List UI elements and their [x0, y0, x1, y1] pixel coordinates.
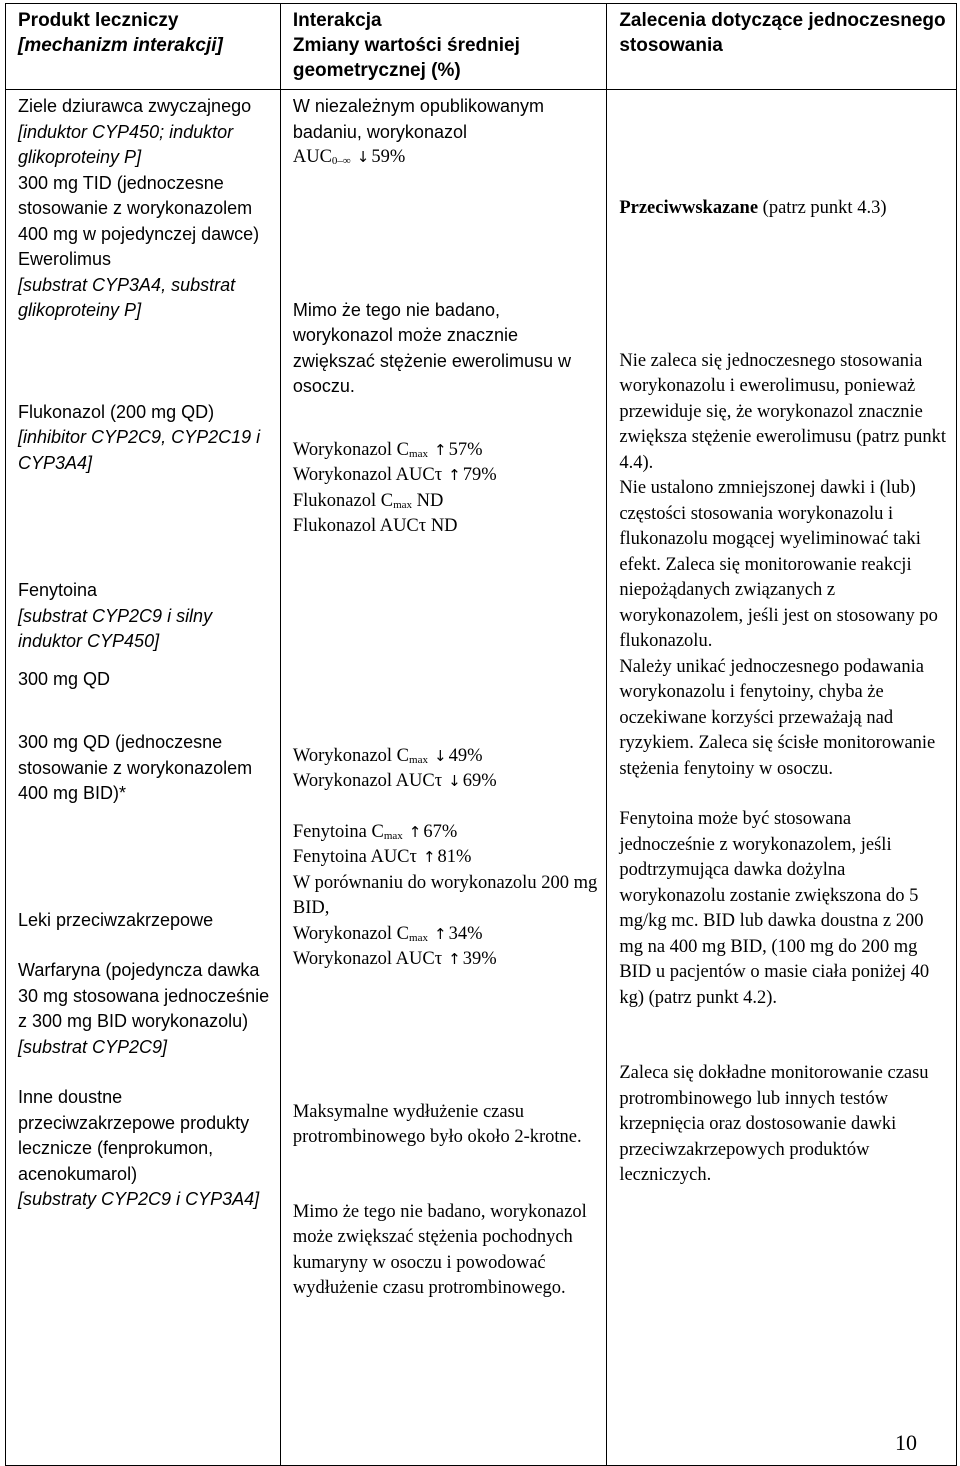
- interaction-column: [280, 90, 606, 1466]
- interaction-ewero-text: Mimo że tego nie badano, worykonazol może znacznie zwiększać stężenie ewerolimusu w osoczu.: [292, 299, 571, 396]
- line-label: Worykonazol AUCτ: [292, 949, 443, 969]
- line-label: Fenytoina AUCτ: [292, 847, 417, 867]
- product-warf-mechanism: [substrat CYP2C9]: [18, 1036, 168, 1057]
- arrow-up-icon: ↑: [422, 848, 436, 866]
- max-subscript: max: [409, 931, 428, 944]
- line-value: 57%: [448, 439, 483, 460]
- header-col-interaction: [280, 4, 606, 90]
- arrow-up-icon: ↑: [433, 440, 447, 459]
- header-product-subtitle: [mechanizm interakcji]: [18, 35, 223, 56]
- auc-subscript: 0–∞: [331, 155, 351, 167]
- table-header-row: [6, 4, 957, 90]
- arrow-down-icon: ↓: [356, 148, 370, 166]
- interaction-feny2-line3: W porównaniu do worykonazolu 200 mg BID,: [292, 872, 598, 918]
- header-product-title: Produkt leczniczy: [18, 10, 179, 31]
- max-subscript: max: [409, 447, 428, 460]
- interaction-feny1-line2: [293, 769, 599, 795]
- product-ewero-name: Ewerolimus: [18, 249, 112, 269]
- interaction-ziele-text: W niezależnym opublikowanym badaniu, worykonazol: [292, 96, 544, 142]
- contraindicated-label: Przeciwwskazane: [619, 198, 759, 218]
- page-number: 10: [895, 1430, 917, 1455]
- recommendation-column: [607, 90, 957, 1466]
- line-value: ND: [416, 490, 444, 511]
- product-feny-dose2: 300 mg QD (jednoczesne stosowanie z worykonazolem 400 mg BID)*: [18, 732, 253, 803]
- product-feny-mechanism: [substrat CYP2C9 i silny induktor CYP450]: [18, 605, 213, 651]
- table-body-row: [6, 90, 957, 1466]
- line-value: 39%: [462, 949, 497, 969]
- contraindicated-ref: (patrz punkt 4.3): [758, 198, 887, 218]
- line-value: 49%: [448, 745, 483, 766]
- arrow-up-icon: ↑: [448, 950, 461, 968]
- interaction-fluko-line1: [293, 438, 599, 464]
- line-label: Worykonazol C: [292, 745, 410, 766]
- header-recommendation-title: Zalecenia dotyczące jednoczesnego stosowania: [619, 10, 946, 56]
- line-value: 69%: [462, 771, 497, 791]
- interaction-feny2-line4: [293, 922, 599, 948]
- recommendation-fluko: Nie ustalono zmniejszonej dawki i (lub) częstości stosowania worykonazolu i flukonazolu mogącej wyeliminować taki efekt. Zaleca się monitorowanie reakcji niepożądanych związanych z worykonazolem, jeśli jest on stosowany po flukonazolu.: [619, 478, 938, 651]
- line-label: Fenytoina C: [292, 821, 384, 842]
- header-col-recommendation: [607, 4, 957, 90]
- max-subscript: max: [409, 753, 428, 766]
- recommendation-feny2: Fenytoina może być stosowana jednocześnie z worykonazolem, jeśli podtrzymująca dawka dożylna worykonazolu zostanie zwiększona do 5 mg/kg mc. BID lub dawka doustna z 200 mg na 400 mg BID, (100 mg do 200 mg BID u pacjentów o masie ciała poniżej 40 kg) (patrz punkt 4.2).: [619, 809, 930, 1008]
- product-inne-name: Inne doustne przeciwzakrzepowe produkty lecznicze (fenprokumon, acenokumarol): [18, 1087, 250, 1184]
- max-subscript: max: [383, 829, 403, 842]
- interaction-fluko-line4: Flukonazol AUCτ ND: [292, 516, 458, 536]
- auc-label: AUC: [292, 147, 332, 167]
- arrow-up-icon: ↑: [448, 466, 461, 484]
- interaction-feny2-line1: [293, 820, 599, 846]
- header-col-product: [6, 4, 281, 90]
- line-label: Worykonazol C: [292, 439, 410, 460]
- product-ewero-mechanism: [substrat CYP3A4, substrat glikoproteiny P]: [18, 274, 236, 320]
- recommendation-ewero: Nie zaleca się jednoczesnego stosowania worykonazolu i ewerolimusu, ponieważ przewiduje się, że worykonazol znacznie zwiększa stężenie ewerolimusu (patrz punkt 4.4).: [619, 350, 947, 473]
- recommendation-feny1: Należy unikać jednoczesnego podawania worykonazolu i fenytoiny, chyba że oczekiwane korzyści przeważają nad ryzykiem. Zaleca się ścisłe monitorowanie stężenia fenytoiny w osoczu.: [619, 656, 936, 779]
- line-label: Worykonazol AUCτ: [292, 771, 443, 791]
- max-subscript: max: [393, 498, 413, 511]
- product-ziele-dose: 300 mg TID (jednoczesne stosowanie z worykonazolem 400 mg w pojedynczej dawce): [18, 172, 260, 244]
- line-value: 67%: [423, 821, 458, 842]
- line-value: 81%: [437, 847, 472, 867]
- product-inne-mechanism: [substraty CYP2C9 i CYP3A4]: [18, 1189, 260, 1209]
- interaction-warf-text: Maksymalne wydłużenie czasu protrombinowego było około 2-krotne.: [292, 1101, 582, 1147]
- interaction-fluko-line2: [293, 463, 599, 489]
- arrow-up-icon: ↑: [408, 822, 422, 841]
- line-value: 34%: [448, 923, 483, 944]
- arrow-up-icon: ↑: [433, 924, 447, 943]
- interaction-table: [5, 3, 957, 1466]
- header-interaction-subtitle: Zmiany wartości średniej geometrycznej (%): [292, 35, 520, 81]
- interaction-feny2-line2: [293, 845, 599, 871]
- interaction-feny1-line1: [293, 744, 599, 770]
- interaction-fluko-line3: [293, 489, 599, 515]
- arrow-down-icon: ↓: [448, 772, 461, 790]
- product-feny-dose1: 300 mg QD: [18, 668, 111, 689]
- product-ziele-name: Ziele dziurawca zwyczajnego: [18, 96, 252, 116]
- product-column: [6, 90, 281, 1466]
- product-fluko-mechanism: [inhibitor CYP2C9, CYP2C19 i CYP3A4]: [18, 427, 261, 473]
- auc-value: 59%: [371, 147, 406, 167]
- interaction-feny2-line5: [293, 947, 599, 973]
- product-warf-name: Warfaryna (pojedyncza dawka 30 mg stosowana jednocześnie z 300 mg BID worykonazolu): [18, 960, 270, 1031]
- interaction-inne-text: Mimo że tego nie badano, worykonazol może zwiększać stężenia pochodnych kumaryny w osoczu i powodować wydłużenie czasu protrombinowego.: [292, 1201, 587, 1298]
- line-label: Worykonazol AUCτ: [292, 465, 443, 485]
- line-value: 79%: [462, 465, 497, 485]
- product-feny-name: Fenytoina: [18, 580, 98, 600]
- line-label: Worykonazol C: [292, 923, 410, 944]
- header-interaction-title: Interakcja: [292, 10, 382, 31]
- interaction-ziele-auc: [293, 145, 599, 171]
- recommendation-ziele: [619, 196, 949, 222]
- product-ziele-mechanism: [induktor CYP450; induktor glikoproteiny P]: [18, 121, 234, 167]
- product-fluko-name: Flukonazol (200 mg QD): [18, 401, 215, 422]
- recommendation-warf: Zaleca się dokładne monitorowanie czasu protrombinowego lub innych testów krzepnięcia oraz dostosowanie dawki przeciwzakrzepowych produktów leczniczych.: [619, 1063, 929, 1185]
- product-leki-heading: Leki przeciwzakrzepowe: [18, 909, 214, 930]
- line-label: Flukonazol C: [292, 490, 394, 511]
- arrow-down-icon: ↓: [433, 746, 447, 765]
